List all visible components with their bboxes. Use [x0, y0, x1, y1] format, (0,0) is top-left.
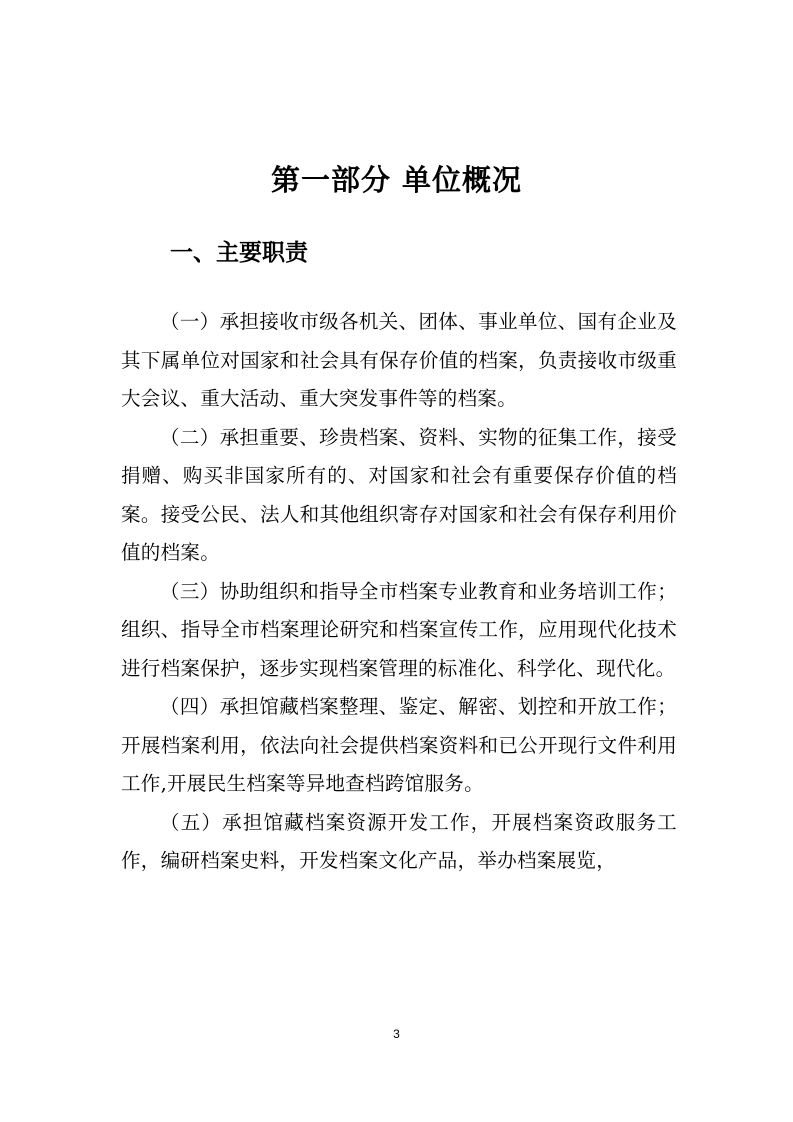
page-number: 3 [393, 1027, 400, 1041]
page-title: 第一部分 单位概况 [270, 163, 523, 197]
paragraph-2: （二）承担重要、珍贵档案、资料、实物的征集工作，接受捐赠、购买非国家所有的、对国家和社会有重要保存价值的档案。接受公民、法人和其他组织寄存对国家和社会有保存利用价值的档案。 [121, 425, 677, 564]
body-text [121, 303, 677, 881]
paragraph-4: （四）承担馆藏档案整理、鉴定、解密、划控和开放工作；开展档案利用，依法向社会提供档案资料和已公开现行文件利用工作,开展民生档案等异地查档跨馆服务。 [121, 695, 677, 795]
paragraph-1: （一）承担接收市级各机关、团体、事业单位、国有企业及其下属单位对国家和社会具有保存价值的档案，负责接收市级重大会议、重大活动、重大突发事件等的档案。 [121, 310, 677, 410]
paragraph-3: （三）协助组织和指导全市档案专业教育和业务培训工作；组织、指导全市档案理论研究和档案宣传工作，应用现代化技术进行档案保护，逐步实现档案管理的标准化、科学化、现代化。 [121, 579, 677, 680]
paragraph-5: （五）承担馆藏档案资源开发工作，开展档案资政服务工作，编研档案史料，开发档案文化产品，举办档案展览， [121, 810, 677, 872]
section-heading: 一、主要职责 [170, 240, 308, 266]
